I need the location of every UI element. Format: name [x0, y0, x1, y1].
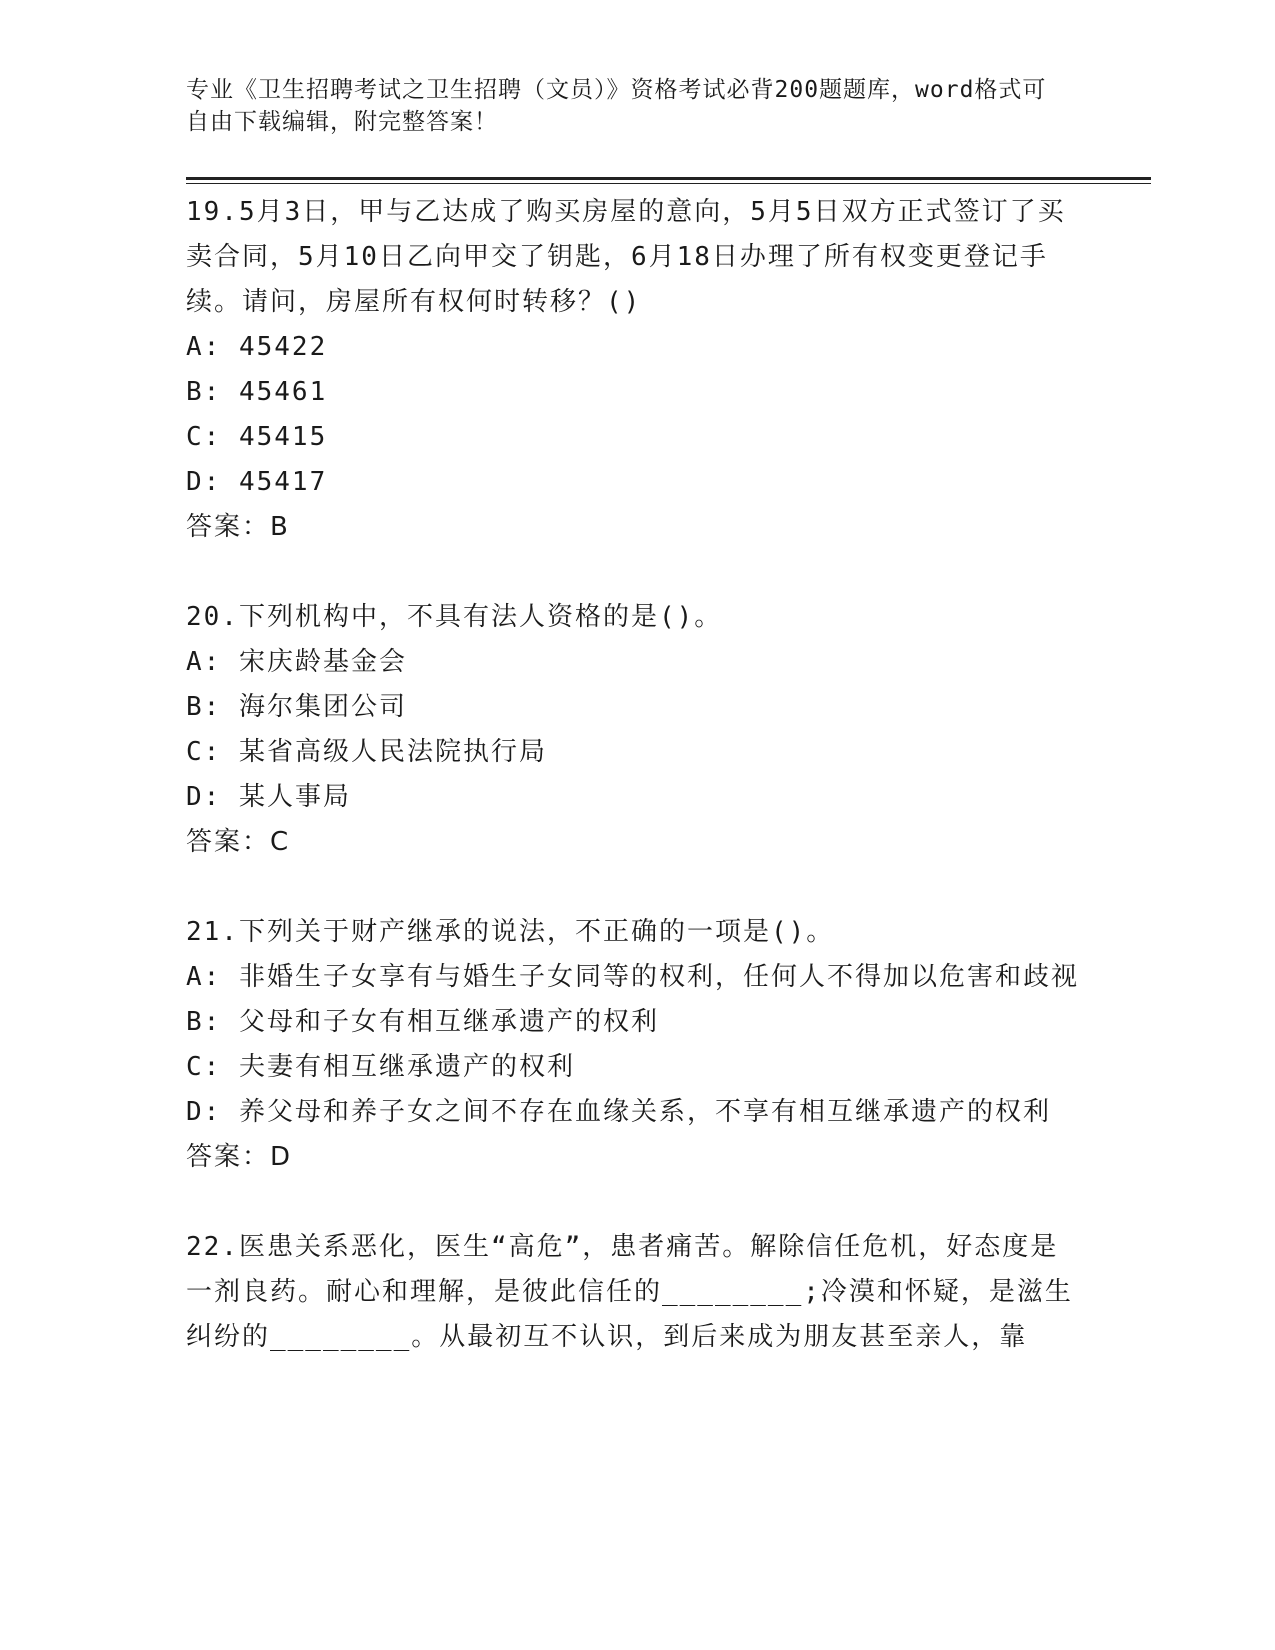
question-21	[186, 910, 1086, 1180]
question-text: 22.医患关系恶化，医生“高危”，患者痛苦。解除信任危机，好态度是一剂良药。耐心和理解，是彼此信任的________;冷漠和怀疑，是滋生纠纷的________。从最初互不认识，到后来成为朋友甚至亲人，靠	[186, 1232, 1073, 1352]
question-text: 19.5月3日，甲与乙达成了购买房屋的意向，5月5日双方正式签订了买卖合同，5月10日乙向甲交了钥匙，6月18日办理了所有权变更登记手续。请问，房屋所有权何时转移？()	[186, 197, 1066, 317]
question-spacer	[186, 550, 1086, 595]
option-c: C: 某省高级人民法院执行局	[186, 737, 547, 767]
header-rule-thick	[186, 177, 1151, 180]
option-c: C: 45415	[186, 422, 328, 452]
option-a: A: 宋庆龄基金会	[186, 647, 407, 677]
question-19	[186, 190, 1086, 550]
option-b: B: 海尔集团公司	[186, 692, 407, 722]
question-list	[186, 190, 1086, 1360]
option-b: B: 父母和子女有相互继承遗产的权利	[186, 1007, 659, 1037]
option-b: B: 45461	[186, 377, 328, 407]
answer: 答案：C	[186, 827, 291, 857]
question-spacer	[186, 865, 1086, 910]
option-c: C: 夫妻有相互继承遗产的权利	[186, 1052, 575, 1082]
question-text: 20.下列机构中，不具有法人资格的是()。	[186, 602, 723, 632]
document-header: 专业《卫生招聘考试之卫生招聘（文员）》资格考试必背200题题库，word格式可自由下载编辑，附完整答案！	[186, 77, 1047, 135]
question-text: 21.下列关于财产继承的说法，不正确的一项是()。	[186, 917, 835, 947]
answer: 答案：B	[186, 512, 290, 542]
option-d: D: 某人事局	[186, 782, 351, 812]
option-d: D: 养父母和养子女之间不存在血缘关系，不享有相互继承遗产的权利	[186, 1097, 1051, 1127]
option-a: A: 非婚生子女享有与婚生子女同等的权利，任何人不得加以危害和歧视	[186, 962, 1079, 992]
header-rule-thin	[186, 183, 1151, 184]
question-22	[186, 1225, 1086, 1360]
option-a: A: 45422	[186, 332, 328, 362]
answer: 答案：D	[186, 1142, 293, 1172]
option-d: D: 45417	[186, 467, 328, 497]
question-spacer	[186, 1180, 1086, 1225]
question-20	[186, 595, 1086, 865]
